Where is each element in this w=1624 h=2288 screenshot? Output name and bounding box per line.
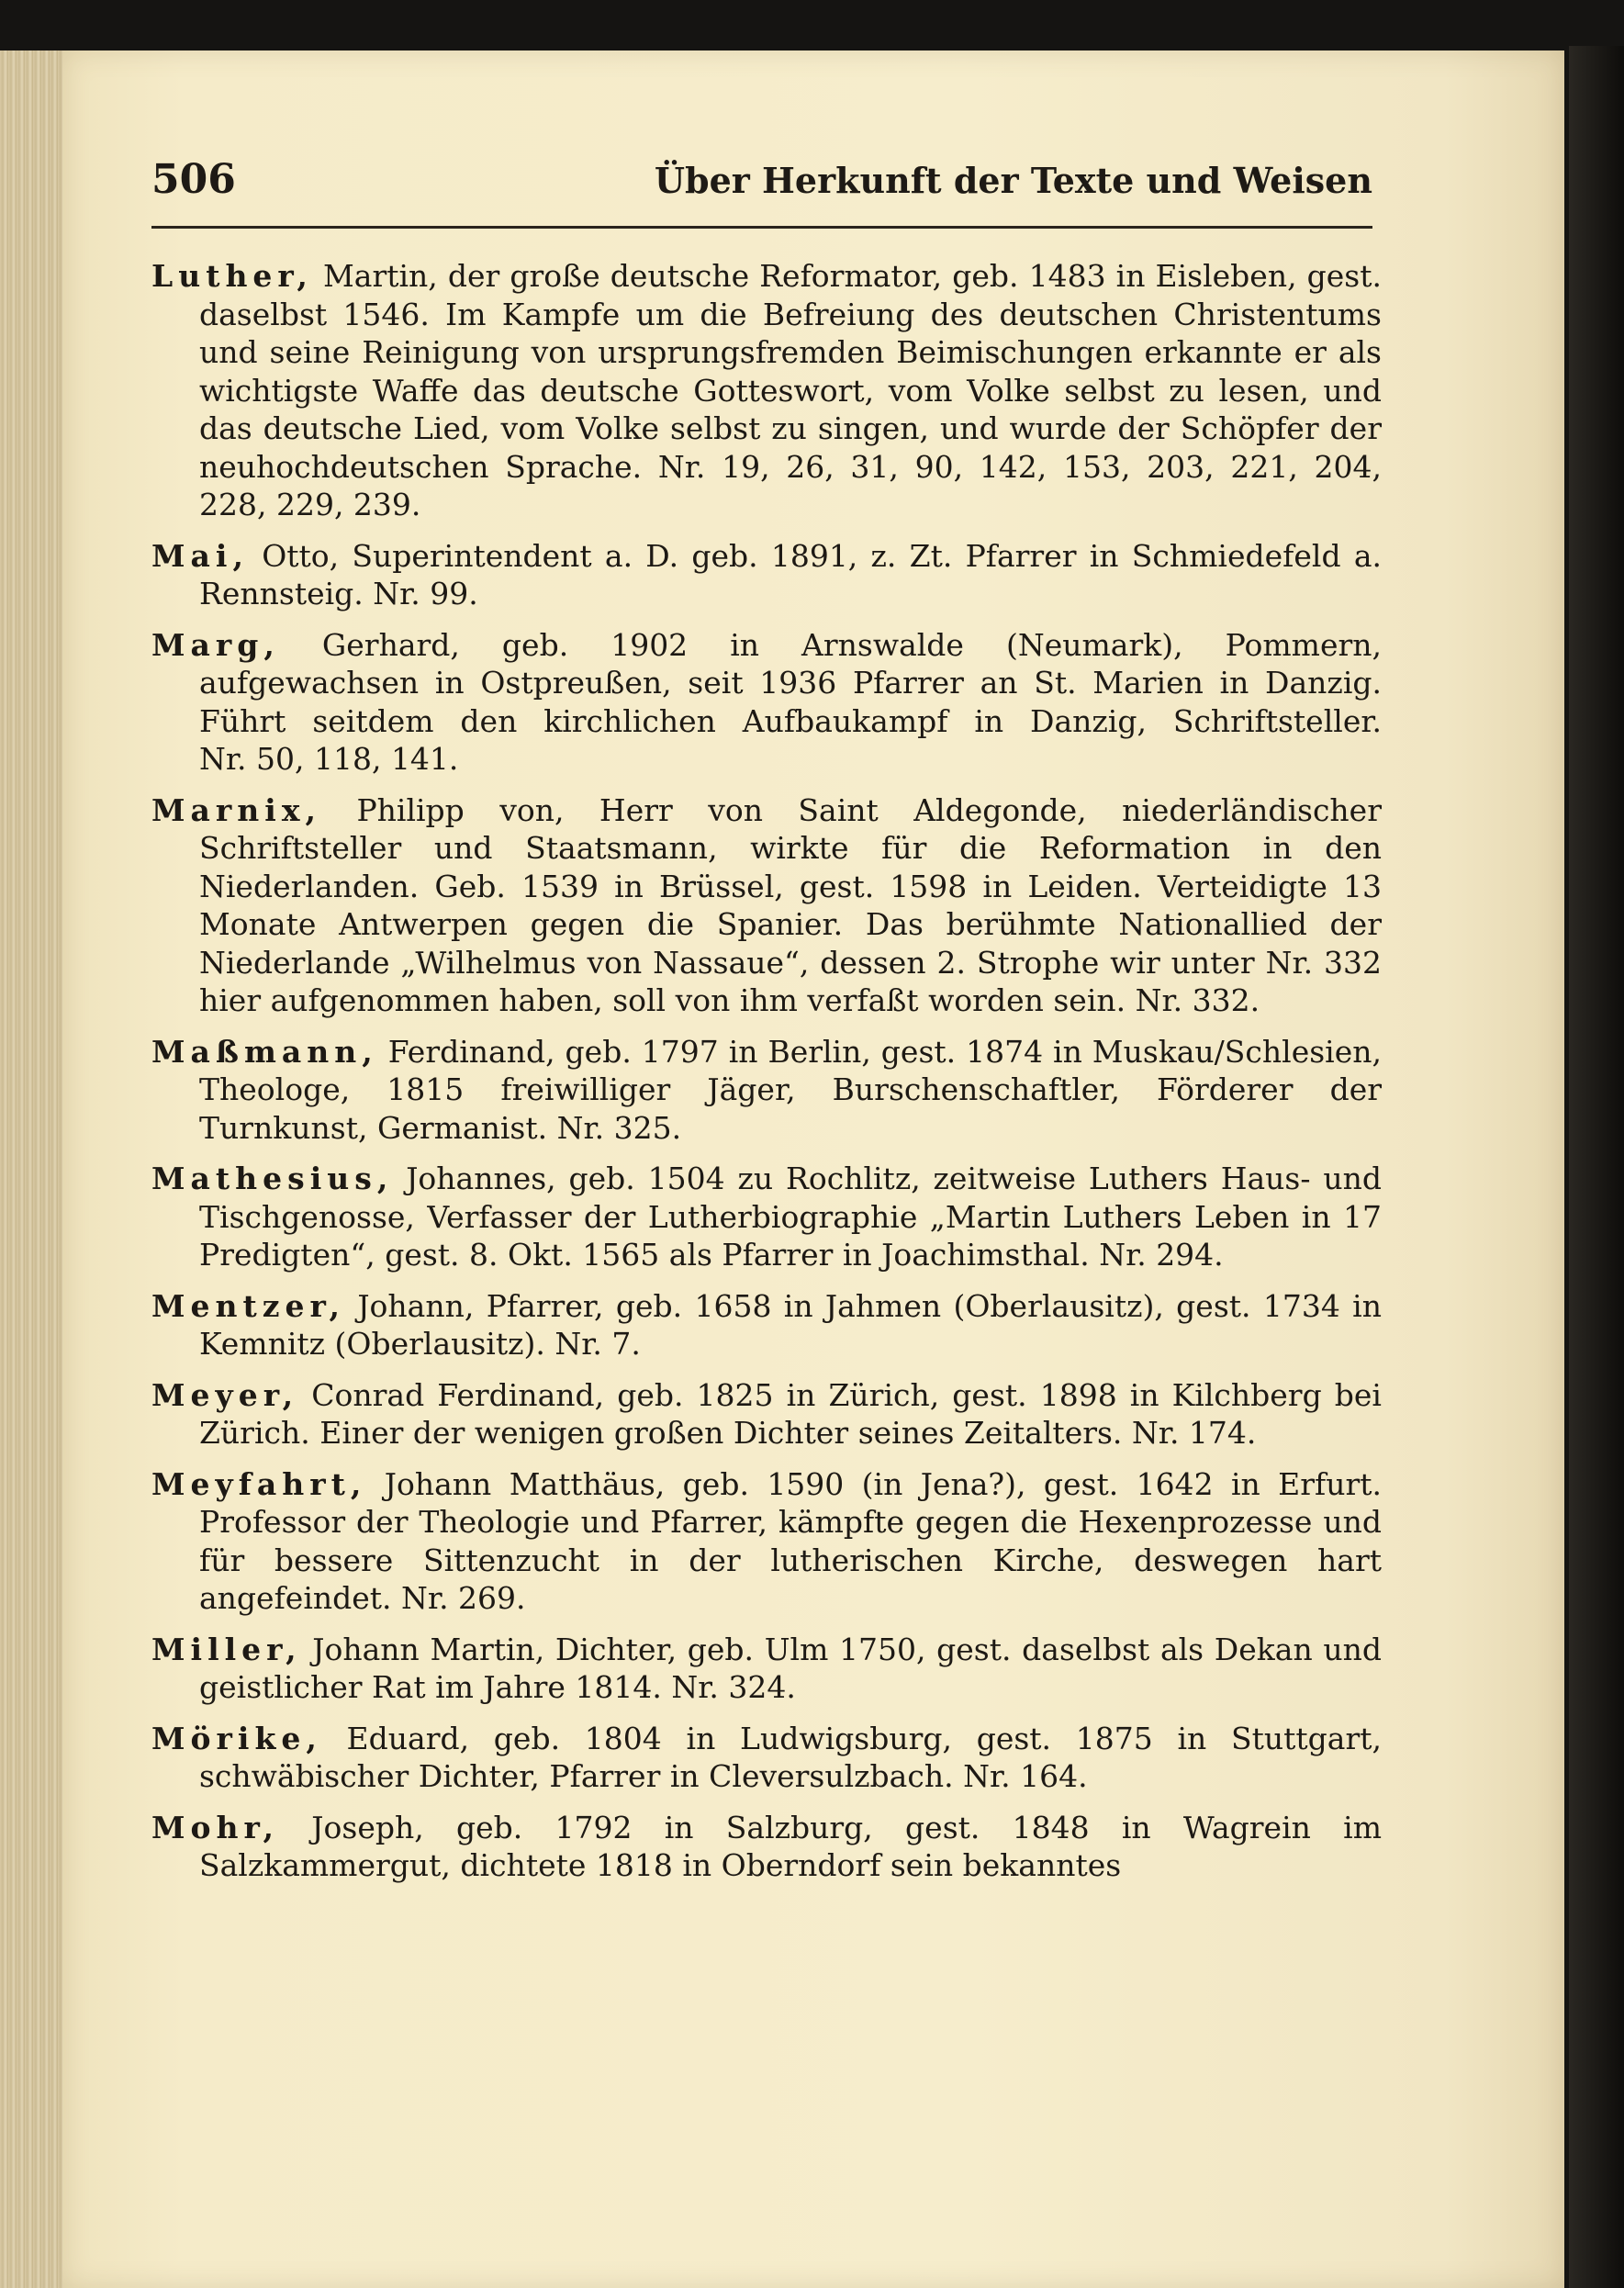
entry-text: Conrad Ferdinand, geb. 1825 in Zürich, gest. 1898 in Kilchberg bei Zürich. Einer der wenigen großen Dichter seines Zeitalters. [199,1376,1382,1451]
entry-name: Meyfahrt, [151,1465,367,1502]
entry-text: Johann Martin, Dichter, geb. Ulm 1750, gest. daselbst als Dekan und geistlicher Rat im Jahre 1814. [199,1631,1382,1705]
entry-ref: Nr. 99. [373,576,478,611]
entry-mathesius [151,1160,1382,1274]
entry-text: Otto, Superintendent a. D. geb. 1891, z. Zt. Pfarrer in Schmiedefeld a. Rennsteig. [199,537,1382,611]
entry-meyfahrt [151,1465,1382,1618]
entry-text: Ferdinand, geb. 1797 in Berlin, gest. 1874 in Muskau/Schlesien, Theologe, 1815 freiwilliger Jäger, Burschenschaftler, Förderer der Turnkunst, Germanist. [199,1033,1382,1146]
entry-name: Meyer, [151,1376,299,1413]
book-binding [1569,46,1624,2288]
entry-ref: Nr. 7. [554,1326,641,1362]
entry-ref: Nr. 325. [556,1109,682,1146]
entry-meyer [151,1376,1382,1452]
entry-name: Marnix, [151,791,321,828]
entry-text: Johann, Pfarrer, geb. 1658 in Jahmen (Oberlausitz), gest. 1734 in Kemnitz (Oberlausitz). [199,1287,1382,1362]
running-title: Über Herkunft der Texte und Weisen [654,160,1372,201]
entry-text: Gerhard, geb. 1902 in Arnswalde (Neumark), Pommern, aufgewachsen in Ostpreußen, seit 1936 Pfarrer an St. Marien in Danzig. Führt seitdem den kirchlichen Aufbaukampf in Danzig, Schriftsteller. [199,626,1382,739]
entry-marnix [151,791,1382,1020]
entry-name: Mohr, [151,1809,280,1845]
entry-name: Maßmann, [151,1033,378,1070]
entry-name: Luther, [151,258,313,294]
entry-ref: Nr. 324. [671,1669,796,1705]
entry-name: Marg, [151,626,280,663]
entry-miller [151,1631,1382,1707]
entry-moerike [151,1720,1382,1796]
entry-luther [151,257,1382,524]
entry-name: Miller, [151,1631,302,1667]
entry-name: Mathesius, [151,1161,394,1196]
entry-name: Mai, [151,537,249,574]
entry-mohr [151,1809,1382,1885]
entry-name: Mentzer, [151,1287,345,1324]
entry-text: Joseph, geb. 1792 in Salzburg, gest. 1848 in Wagrein im Salzkammergut, dichtete 1818 in Oberndorf sein bekanntes [199,1809,1382,1883]
entry-text: Philipp von, Herr von Saint Aldegonde, niederländischer Schriftsteller und Staatsmann, wirkte für die Reformation in den Niederlanden. Geb. 1539 in Brüssel, gest. 1598 in Leiden. Verteidigte 13 Monate Antwerpen gegen die Spanier. Das berühmte Nationallied der Niederlande „Wilhelmus von Nassaue“, dessen 2. Strophe wir unter Nr. 332 hier aufgenommen haben, soll von ihm verfaßt worden sein. [199,791,1382,1018]
header-rule [151,226,1372,229]
entry-text: Johann Matthäus, geb. 1590 (in Jena?), gest. 1642 in Erfurt. Professor der Theologie und Pfarrer, kämpfte gegen die Hexenprozesse und für bessere Sittenzucht in der lutherischen Kirche, deswegen hart angefeindet. [199,1465,1382,1616]
page-header [151,156,1372,211]
entry-mai [151,537,1382,613]
entry-ref: Nr. 269. [401,1580,526,1616]
entry-ref: Nr. 19, 26, 31, 90, 142, 153, 203, 221, 204, 228, 229, 239. [199,448,1382,522]
entry-text: Eduard, geb. 1804 in Ludwigsburg, gest. 1875 in Stuttgart, schwäbischer Dichter, Pfarrer in Cleversulzbach. [199,1720,1382,1794]
entry-text: Martin, der große deutsche Reformator, geb. 1483 in Eisleben, gest. daselbst 1546. Im Kampfe um die Befreiung des deutschen Christentums und seine Reinigung von ursprungsfremden Beimischungen erkannte er als wichtigste Waffe das deutsche Gotteswort, vom Volke selbst zu lesen, und das deutsche Lied, vom Volke selbst zu singen, und wurde der Schöpfer der neuhochdeutschen Sprache. [199,258,1382,485]
entry-ref: Nr. 332. [1135,982,1260,1018]
entry-ref: Nr. 174. [1131,1415,1257,1451]
page-number: 506 [151,156,236,203]
entry-ref: Nr. 294. [1099,1237,1224,1273]
entry-ref: Nr. 164. [963,1758,1088,1794]
entry-name: Mörike, [151,1720,322,1756]
entry-mentzer [151,1287,1382,1363]
entry-ref: Nr. 50, 118, 141. [199,741,459,777]
entry-text: Johannes, geb. 1504 zu Rochlitz, zeitweise Luthers Haus- und Tischgenosse, Verfasser der Lutherbiographie „Martin Luthers Leben in 17 Predigten“, gest. 8. Okt. 1565 als Pfarrer in Joachimsthal. [199,1161,1382,1273]
entry-marg [151,626,1382,779]
entry-massmann [151,1033,1382,1148]
biography-entries [151,257,1382,1898]
